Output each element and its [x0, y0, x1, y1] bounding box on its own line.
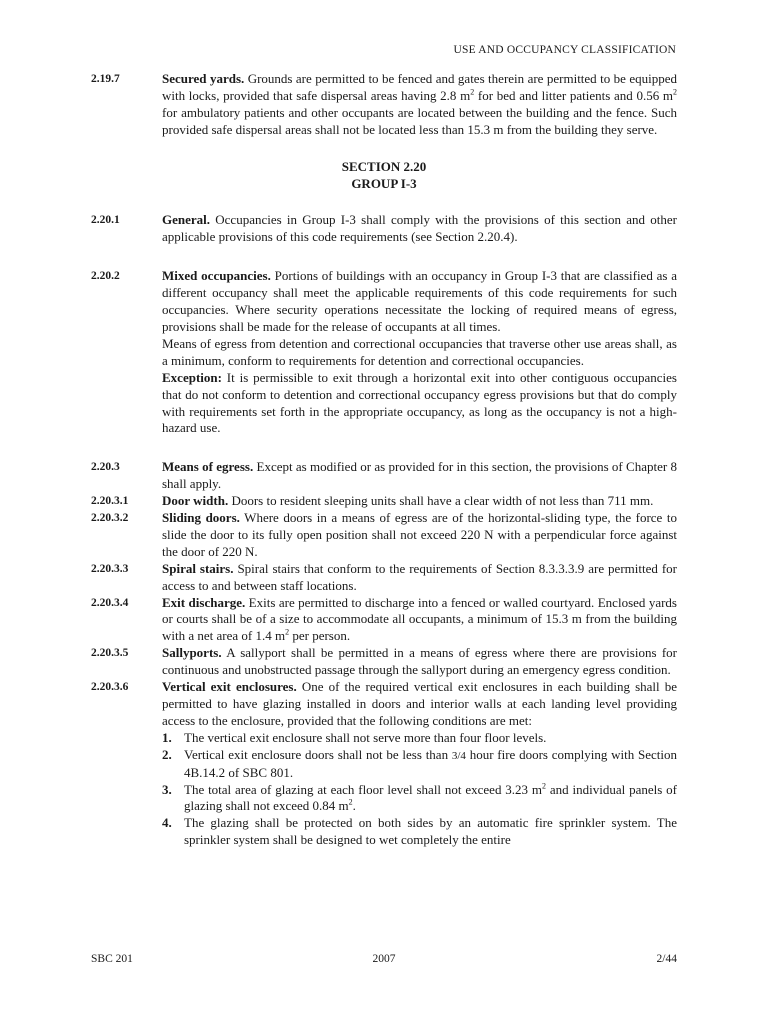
- page-body: [91, 71, 677, 849]
- clause-number: 2.19.7: [91, 73, 120, 85]
- clause-title: General.: [162, 212, 211, 228]
- exception-paragraph: Exception: It is permissible to exit through a horizontal exit into other contiguous occupancies that do not conform to detention and correctional occupancy egress provisions but that do comply with requirements set forth in the appropriate occupancy, as long as the occupancy is not a high-hazard use.: [162, 369, 677, 436]
- clause-text: Spiral stairs. Spiral stairs that conform to the requirements of Section 8.3.3.3.9 are permitted for access to and between staff locations.: [162, 560, 677, 593]
- clause-2-19-7: [91, 71, 677, 139]
- list-item: 2. Vertical exit enclosure doors shall not be less than 3/4 hour fire doors complying with Section 4B.14.2 of SBC 801.: [162, 746, 678, 780]
- conditions-list: [162, 730, 677, 849]
- clause-text: Vertical exit enclosures. One of the required vertical exit enclosures in each building shall be permitted to have glazing installed in doors and interior walls at each landing level providing access to the enclosure, provided that the following conditions are met: 1. The vertical exit enclosure shall not serve more than four floor levels. 2. Vertical exit enclosure doors shall not be less than 3/4 hour fire doors complying with Section 4B.14.2 of SBC 801. 3. The total area of glazing at each floor level shall not exceed 3.23 $m^2$ and individual panels of glazing shall not exceed 0.84 $m^2$. 4. The glazing shall be protected on both sides by an automatic fire sprinkler system. The sprinkler system shall be designed to wet completely the entire: [162, 679, 678, 848]
- section-heading: SECTION 2.20 GROUP I-3: [341, 158, 427, 191]
- clause-2-20-3-1: [91, 493, 677, 510]
- clause-text: Sallyports. A sallyport shall be permitted in a means of egress where there are provisions for continuous and unobstructed passage through the sallyport during an emergency egress condition.: [162, 645, 677, 678]
- clause-2-20-1: [91, 212, 677, 246]
- list-item: 1. The vertical exit enclosure shall not serve more than four floor levels.: [162, 729, 547, 745]
- clause-number: 2.20.3.3: [91, 562, 129, 575]
- clause-number: 2.20.3.6: [91, 681, 129, 694]
- footer-code: SBC 201: [91, 953, 133, 965]
- list-item: 3. The total area of glazing at each floor level shall not exceed 3.23 $m^2$ and individual panels of glazing shall not exceed 0.84 $m^2$.: [162, 781, 677, 814]
- list-item: 4. The glazing shall be protected on both sides by an automatic fire sprinkler system. The sprinkler system shall be designed to wet completely the entire: [162, 815, 677, 848]
- clause-text: Sliding doors. Where doors in a means of egress are of the horizontal-sliding type, the force to slide the door to its fully open position shall not exceed 220 N with a perpendicular force against the door of 220 N.: [162, 510, 677, 559]
- page-number: 2/44: [656, 953, 677, 965]
- clause-title: Vertical exit enclosures.: [162, 679, 297, 695]
- clause-number: 2.20.3.4: [91, 596, 129, 609]
- clause-2-20-3-3: [91, 561, 677, 595]
- footer-year: 2007: [372, 953, 396, 965]
- clause-2-20-3-5: [91, 645, 677, 679]
- clause-2-20-2: [91, 268, 677, 437]
- clause-title: Secured yards.: [162, 71, 245, 86]
- running-header: USE AND OCCUPANCY CLASSIFICATION: [453, 44, 676, 56]
- clause-title: Means of egress.: [162, 459, 254, 475]
- clause-2-20-3: [91, 459, 677, 493]
- clause-number: 2.20.3: [91, 461, 120, 474]
- clause-text: Door width. Doors to resident sleeping units shall have a clear width of not less than 711 mm.: [162, 493, 654, 509]
- clause-number: 2.20.3.2: [91, 512, 129, 525]
- clause-text: Mixed occupancies. Portions of buildings with an occupancy in Group I-3 that are classified as a different occupancy shall meet the applicable requirements of this code requirements for such occupancies. Where security operations necessitate the locking of required means of egress, provisions shall be made for the release of occupants at all times. Means of egress from detention and correctional occupancies that traverse other use areas shall, as a minimum, conform to requirements for detention and correctional occupancies. Exception: It is permissible to exit through a horizontal exit into other contiguous occupancies that do not conform to detention and correctional occupancy egress provisions but that do comply with requirements set forth in the appropriate occupancy, as long as the occupancy is not a high-hazard use.: [162, 268, 677, 436]
- clause-title: Sallyports.: [162, 645, 222, 661]
- clause-title: Sliding doors.: [162, 510, 240, 526]
- clause-number: 2.20.2: [91, 270, 120, 283]
- clause-title: Door width.: [162, 493, 229, 509]
- clause-number: 2.20.1: [91, 214, 120, 227]
- clause-title: Exit discharge.: [162, 594, 246, 610]
- clause-title: Mixed occupancies.: [162, 268, 271, 284]
- clause-text: General. Occupancies in Group I-3 shall comply with the provisions of this section and other applicable provisions of this code requirements (see Section 2.20.4).: [162, 212, 677, 245]
- clause-2-20-3-4: [91, 595, 677, 646]
- exception-title: Exception:: [162, 369, 222, 385]
- clause-text: Secured yards. Grounds are permitted to be fenced and gates therein are permitted to be equipped with locks, provided that safe dispersal areas having 2.8 $m^2$ for bed and litter patients and 0.56 $m^2$ for ambulatory patients and other occupants are located between the building and the fence. Such provided safe dispersal areas shall not be located less than 15.3 m from the building they serve.: [162, 71, 678, 137]
- clause-2-20-3-6: [91, 679, 677, 849]
- clause-title: Spiral stairs.: [162, 560, 234, 576]
- clause-number: 2.20.3.5: [91, 647, 129, 660]
- clause-number: 2.20.3.1: [91, 495, 129, 508]
- clause-text: Means of egress. Except as modified or as provided for in this section, the provisions of Chapter 8 shall apply.: [162, 459, 677, 492]
- clause-text: Exit discharge. Exits are permitted to discharge into a fenced or walled courtyard. Enclosed yards or courts shall be of a size to accommodate all occupants, a minimum of 15.3 m from the building with a net area of 1.4 $m^2$ per person.: [162, 594, 677, 644]
- clause-paragraph: Means of egress from detention and correctional occupancies that traverse other use areas shall, as a minimum, conform to requirements for detention and correctional occupancies.: [162, 335, 677, 368]
- clause-2-20-3-2: [91, 510, 677, 561]
